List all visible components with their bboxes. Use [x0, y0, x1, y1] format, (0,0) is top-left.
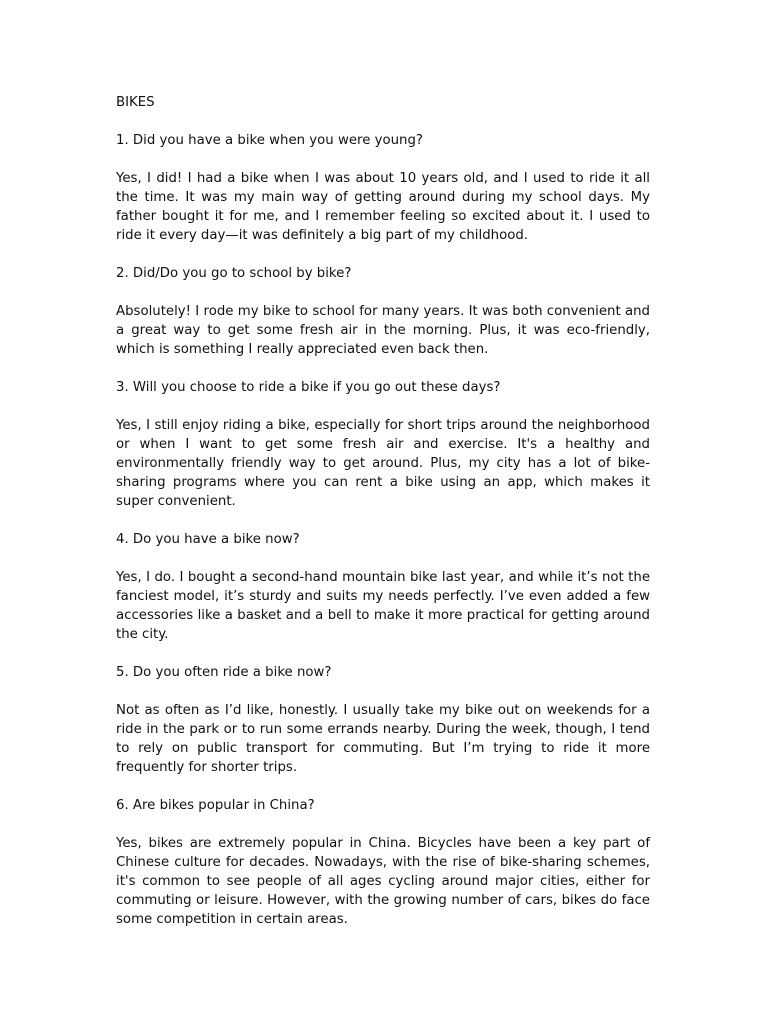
question-3: 3. Will you choose to ride a bike if you go out these days?: [116, 380, 501, 395]
question-6: 6. Are bikes popular in China?: [116, 798, 315, 813]
answer-2: Absolutely! I rode my bike to school for many years. It was both convenient and a great way to get some fresh air in the morning. Plus, it was eco-friendly, which is something I really appreciated even back then.: [116, 304, 650, 357]
document-title: BIKES: [116, 95, 155, 110]
document-page: [116, 93, 650, 948]
answer-3: Yes, I still enjoy riding a bike, especially for short trips around the neighborhood or when I want to get some fresh air and exercise. It's a healthy and environmentally friendly way to get around. Plus, my city has a lot of bike-sharing programs where you can rent a bike using an app, which makes it super convenient.: [116, 418, 650, 509]
question-4: 4. Do you have a bike now?: [116, 532, 300, 547]
answer-1: Yes, I did! I had a bike when I was about 10 years old, and I used to ride it all the time. It was my main way of getting around during my school days. My father bought it for me, and I remember feeling so excited about it. I used to ride it every day—it was definitely a big part of my childhood.: [116, 171, 650, 243]
answer-4: Yes, I do. I bought a second-hand mountain bike last year, and while it’s not the fanciest model, it’s sturdy and suits my needs perfectly. I’ve even added a few accessories like a basket and a bell to make it more practical for getting around the city.: [116, 570, 650, 642]
question-1: 1. Did you have a bike when you were young?: [116, 133, 423, 148]
answer-5: Not as often as I’d like, honestly. I usually take my bike out on weekends for a ride in the park or to run some errands nearby. During the week, though, I tend to rely on public transport for commuting. But I’m trying to ride it more frequently for shorter trips.: [116, 703, 650, 775]
answer-6: Yes, bikes are extremely popular in China. Bicycles have been a key part of Chinese culture for decades. Nowadays, with the rise of bike-sharing schemes, it's common to see people of all ages cycling around major cities, either for commuting or leisure. However, with the growing number of cars, bikes do face some competition in certain areas.: [116, 836, 650, 927]
question-5: 5. Do you often ride a bike now?: [116, 665, 332, 680]
question-2: 2. Did/Do you go to school by bike?: [116, 266, 352, 281]
